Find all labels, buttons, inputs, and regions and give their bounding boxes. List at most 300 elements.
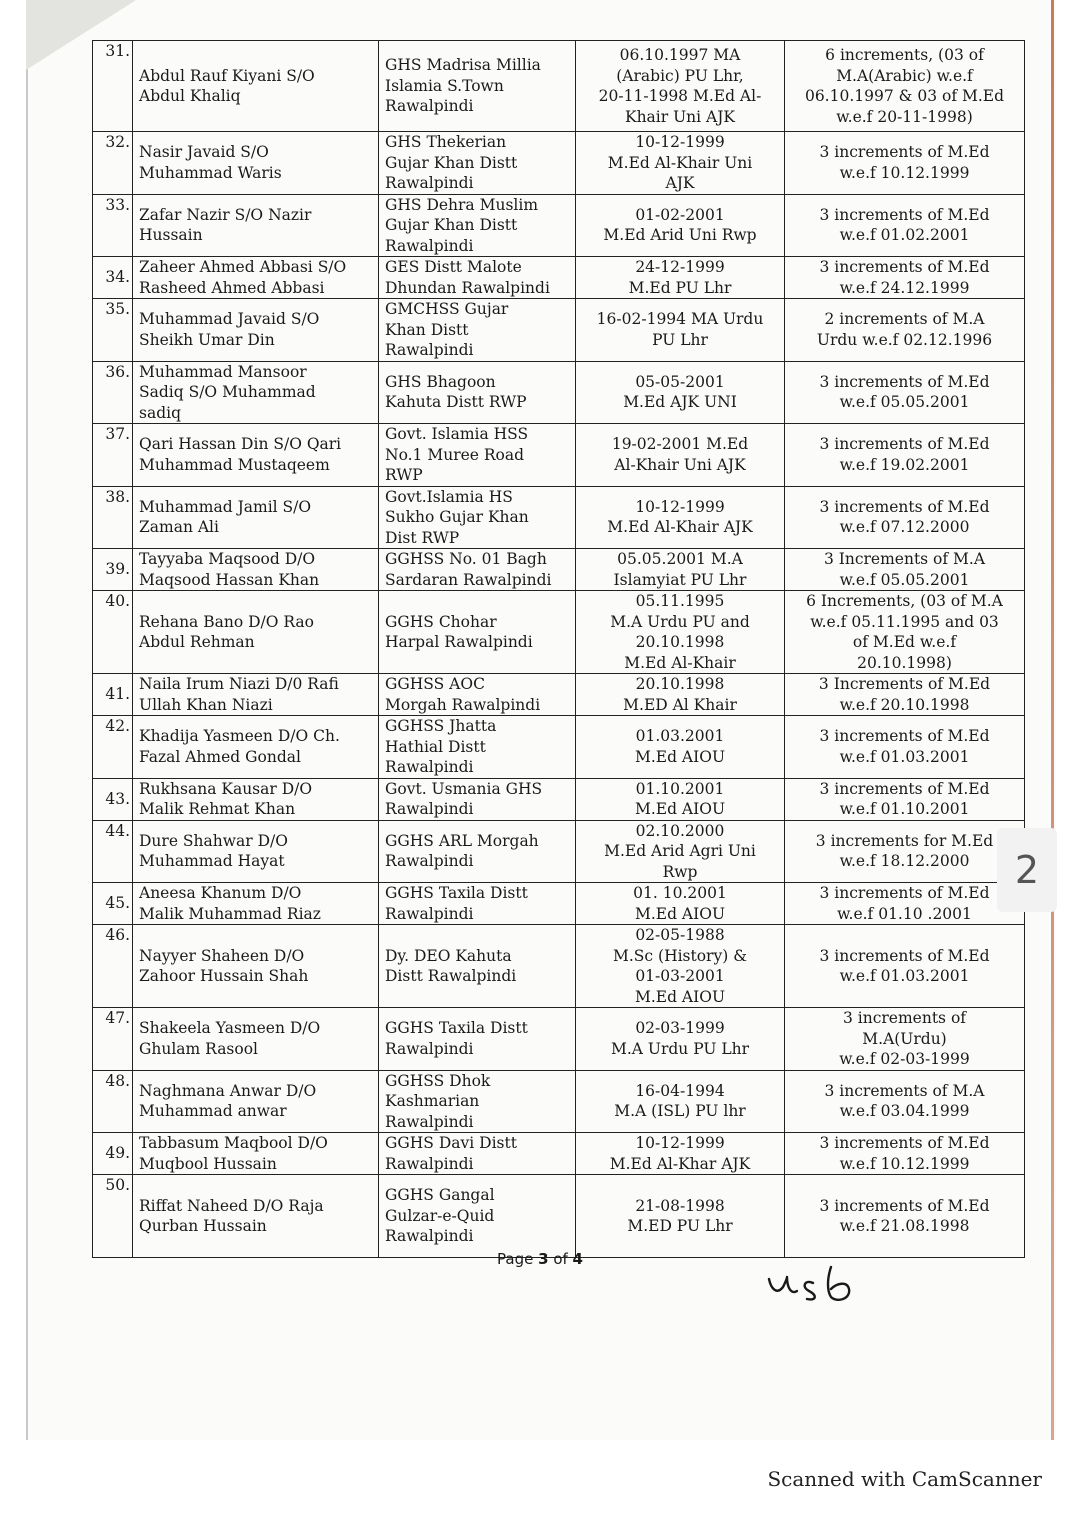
page-current: 3 [538, 1250, 549, 1268]
name-line: Muhammad Hayat [139, 852, 285, 871]
increments-line: 2 increments of M.A [824, 310, 985, 329]
serial-number-cell: 38. [93, 486, 133, 549]
page-mid: of [548, 1250, 573, 1268]
qualification-line: 16-04-1994 [635, 1081, 725, 1100]
name-line: Malik Rehmat Khan [139, 800, 296, 818]
serial-number-cell: 37. [93, 424, 133, 487]
institution-line: Morgah Rawalpindi [385, 695, 541, 714]
qualification-cell [576, 1133, 785, 1175]
name-cell [133, 257, 379, 299]
qualification-line: PU Lhr [652, 330, 708, 349]
name-line: Tayyaba Maqsood D/O [139, 550, 316, 568]
name-cell [133, 1008, 379, 1071]
name-line: Muhammad Mansoor [139, 362, 307, 381]
qualification-line: 01.10.2001 [635, 779, 725, 798]
increments-cell [785, 1175, 1025, 1258]
increments-line: 3 increments of M.Ed [819, 1134, 990, 1152]
serial-number-cell: 34. [93, 257, 133, 299]
name-line: Muhammad Jamil S/O [139, 497, 312, 516]
table-row [93, 1070, 1025, 1133]
increments-cell [785, 299, 1025, 362]
institution-line: Rawalpindi [385, 1227, 474, 1246]
table-row [93, 257, 1025, 299]
name-line: Qari Hassan Din S/O Qari [139, 435, 342, 454]
institution-cell [379, 361, 576, 424]
serial-number-cell: 41. [93, 674, 133, 716]
institution-cell [379, 1175, 576, 1258]
serial-number-cell: 31. [93, 41, 133, 132]
institution-line: Rawalpindi [385, 236, 474, 255]
serial-number-cell: 43. [93, 778, 133, 820]
table-row [93, 925, 1025, 1008]
institution-cell [379, 716, 576, 779]
qualification-line: 19-02-2001 M.Ed [611, 435, 749, 454]
table-row [93, 132, 1025, 195]
institution-cell [379, 549, 576, 591]
name-cell [133, 883, 379, 925]
institution-line: Islamia S.Town [385, 76, 504, 95]
increments-line: w.e.f 24.12.1999 [839, 278, 970, 297]
increments-cell [785, 194, 1025, 257]
qualification-line: 05-05-2001 [635, 372, 725, 391]
institution-line: Dy. DEO Kahuta [385, 946, 512, 965]
institution-cell [379, 778, 576, 820]
qualification-line: M.Ed Arid Agri Uni [604, 842, 756, 860]
institution-line: GGHSS AOC [385, 675, 485, 693]
name-line: Zaman Ali [139, 518, 219, 537]
qualification-line: 01-03-2001 [635, 967, 725, 985]
increments-line: 3 increments of M.Ed [819, 258, 990, 276]
qualification-line: 02.10.2000 [635, 821, 725, 840]
qualification-cell [576, 1070, 785, 1133]
institution-cell [379, 1008, 576, 1071]
name-line: Zaheer Ahmed Abbasi S/O [139, 258, 347, 276]
serial-number-cell: 32. [93, 132, 133, 195]
qualification-line: M.Ed AIOU [634, 987, 726, 1006]
institution-line: Dhundan Rawalpindi [385, 278, 550, 297]
institution-line: Hathial Distt [385, 737, 486, 756]
qualification-cell [576, 132, 785, 195]
qualification-cell [576, 591, 785, 674]
qualification-line: 01. 10.2001 [633, 884, 727, 902]
increments-cell [785, 361, 1025, 424]
increments-cell [785, 41, 1025, 132]
qualification-line: 10-12-1999 [635, 1134, 725, 1152]
increments-line: w.e.f 01.03.2001 [839, 967, 970, 985]
institution-line: Dist RWP [385, 528, 460, 547]
institution-line: Rawalpindi [385, 174, 474, 192]
increments-cell [785, 820, 1025, 883]
qualification-line: M.Ed AIOU [634, 904, 726, 923]
institution-cell [379, 925, 576, 1008]
qualification-line: M.A (ISL) PU lhr [614, 1102, 746, 1121]
increments-line: w.e.f 20-11-1998) [836, 107, 973, 126]
name-line: Ghulam Rasool [139, 1039, 259, 1058]
increments-line: w.e.f 01.02.2001 [839, 226, 970, 245]
name-cell [133, 820, 379, 883]
institution-line: Rawalpindi [385, 341, 474, 359]
qualification-cell [576, 549, 785, 591]
institution-line: GHS Bhagoon [385, 372, 496, 391]
institution-cell [379, 1133, 576, 1175]
increments-cell [785, 132, 1025, 195]
name-line: Naila Irum Niazi D/0 Rafi [139, 675, 339, 693]
institution-cell [379, 257, 576, 299]
institution-line: GGHSS Jhatta [385, 717, 497, 735]
increments-cell [785, 257, 1025, 299]
increments-line: w.e.f 10.12.1999 [839, 163, 970, 182]
qualification-line: M.Ed Al-Khar AJK [609, 1154, 751, 1173]
name-cell [133, 424, 379, 487]
name-cell [133, 674, 379, 716]
institution-line: Rawalpindi [385, 852, 474, 871]
increments-line: w.e.f 07.12.2000 [839, 518, 970, 537]
institution-cell [379, 486, 576, 549]
name-line: Zahoor Hussain Shah [139, 967, 309, 985]
increments-line: 6 increments, (03 of [825, 46, 984, 64]
increments-line: 3 increments of M.Ed [819, 779, 990, 798]
qualification-line: 20.10.1998 [635, 675, 725, 693]
qualification-line: 16-02-1994 MA Urdu [596, 310, 764, 329]
serial-number-cell: 45. [93, 883, 133, 925]
institution-cell [379, 883, 576, 925]
serial-number-cell: 47. [93, 1008, 133, 1071]
increments-line: 3 Increments of M.Ed [818, 675, 991, 693]
name-cell [133, 361, 379, 424]
qualification-line: 02-05-1988 [635, 926, 725, 944]
table-row [93, 1175, 1025, 1258]
name-line: Rehana Bano D/O Rao [139, 612, 314, 631]
increments-cell [785, 1133, 1025, 1175]
name-line: Muqbool Hussain [139, 1154, 277, 1173]
increments-line: 3 increments of M.Ed [819, 727, 990, 746]
qualification-cell [576, 299, 785, 362]
name-cell [133, 1175, 379, 1258]
institution-line: Govt.Islamia HS [385, 487, 513, 506]
qualification-line: 10-12-1999 [635, 133, 725, 151]
qualification-line: M.Ed PU Lhr [628, 278, 732, 297]
qualification-line: M.A Urdu PU and [610, 612, 750, 631]
institution-cell [379, 591, 576, 674]
increments-line: M.A(Urdu) [862, 1029, 947, 1048]
qualification-cell [576, 41, 785, 132]
name-cell [133, 925, 379, 1008]
name-line: Nasir Javaid S/O [139, 143, 269, 162]
name-line: Zafar Nazir S/O Nazir [139, 205, 312, 224]
name-line: Dure Shahwar D/O [139, 831, 288, 850]
increments-line: w.e.f 01.10.2001 [839, 800, 970, 818]
table-row [93, 486, 1025, 549]
institution-cell [379, 1070, 576, 1133]
institution-line: GGHS Gangal [385, 1186, 495, 1205]
serial-number-cell: 39. [93, 549, 133, 591]
institution-cell [379, 194, 576, 257]
name-line: Hussain [139, 226, 203, 245]
name-cell [133, 1133, 379, 1175]
qualification-cell [576, 674, 785, 716]
institution-line: Rawalpindi [385, 97, 474, 116]
qualification-line: 21-08-1998 [635, 1196, 725, 1215]
institution-cell [379, 299, 576, 362]
page-prefix: Page [497, 1250, 539, 1268]
qualification-cell [576, 778, 785, 820]
institution-cell [379, 820, 576, 883]
qualification-line: 01.03.2001 [635, 727, 725, 746]
qualification-line: 06.10.1997 MA [619, 46, 741, 64]
increments-line: w.e.f 02-03-1999 [839, 1050, 970, 1068]
institution-line: Rawalpindi [385, 904, 474, 923]
qualification-line: 05.05.2001 M.A [617, 550, 743, 568]
name-cell [133, 41, 379, 132]
name-line: Aneesa Khanum D/O [139, 884, 302, 902]
page-badge: 2 [997, 828, 1057, 912]
serial-number-cell: 42. [93, 716, 133, 779]
increments-line: M.A(Arabic) w.e.f [836, 66, 973, 85]
signature-drawing [765, 1265, 885, 1305]
qualification-cell [576, 883, 785, 925]
qualification-cell [576, 361, 785, 424]
increments-line: w.e.f 20.10.1998 [839, 695, 970, 714]
page-number [0, 1250, 1080, 1268]
name-line: Fazal Ahmed Gondal [139, 747, 301, 766]
institution-line: Rawalpindi [385, 758, 474, 776]
name-cell [133, 486, 379, 549]
qualification-line: Rwp [662, 862, 698, 881]
scanner-watermark: Scanned with CamScanner [767, 1467, 1042, 1491]
increments-line: w.e.f 01.10 .2001 [837, 904, 972, 923]
institution-line: GHS Thekerian [385, 133, 507, 151]
institution-line: GGHSS No. 01 Bagh [385, 550, 547, 568]
name-line: Rukhsana Kausar D/O [139, 779, 313, 798]
institution-line: GMCHSS Gujar [385, 300, 509, 318]
increments-line: 3 increments of M.Ed [819, 205, 990, 224]
qualification-line: 10-12-1999 [635, 497, 725, 516]
table-row [93, 716, 1025, 779]
increments-cell [785, 1008, 1025, 1071]
increments-line: 3 increments of M.Ed [819, 497, 990, 516]
increments-cell [785, 778, 1025, 820]
qualification-cell [576, 257, 785, 299]
qualification-line: M.ED PU Lhr [627, 1217, 733, 1235]
qualification-line: M.Ed Al-Khair Uni [607, 153, 753, 172]
name-line: Muhammad Javaid S/O [139, 310, 320, 329]
name-line: Sheikh Umar Din [139, 330, 275, 349]
institution-line: Sukho Gujar Khan [385, 508, 529, 526]
qualification-cell [576, 1008, 785, 1071]
increments-table [92, 40, 1025, 1258]
serial-number-cell: 46. [93, 925, 133, 1008]
increments-line: w.e.f 03.04.1999 [839, 1102, 970, 1121]
increments-line: 3 Increments of M.A [823, 550, 986, 568]
qualification-cell [576, 925, 785, 1008]
name-line: Riffat Naheed D/O Raja [139, 1196, 324, 1215]
name-cell [133, 591, 379, 674]
qualification-line: AJK [665, 174, 695, 192]
institution-line: Govt. Usmania GHS [385, 779, 543, 798]
increments-line: 3 increments for M.Ed [815, 831, 994, 850]
increments-line: w.e.f 19.02.2001 [839, 455, 970, 474]
institution-line: Gujar Khan Distt [385, 153, 518, 172]
qualification-line: 20-11-1998 M.Ed Al- [598, 87, 762, 105]
name-line: Tabbasum Maqbool D/O [139, 1134, 328, 1152]
institution-line: Rawalpindi [385, 800, 474, 818]
table-row [93, 883, 1025, 925]
increments-line: 3 increments of M.Ed [819, 946, 990, 965]
name-cell [133, 1070, 379, 1133]
page-edge-stripe [1051, 0, 1054, 1440]
institution-line: Rawalpindi [385, 1039, 474, 1058]
page-total: 4 [572, 1250, 583, 1268]
table-row [93, 549, 1025, 591]
institution-line: Rawalpindi [385, 1112, 474, 1131]
increments-cell [785, 925, 1025, 1008]
increments-line: w.e.f 05.05.2001 [839, 393, 970, 412]
institution-line: Gujar Khan Distt [385, 216, 518, 234]
serial-number-cell: 35. [93, 299, 133, 362]
name-cell [133, 299, 379, 362]
qualification-line: Khair Uni AJK [624, 107, 735, 126]
name-line: Qurban Hussain [139, 1217, 267, 1235]
increments-line: w.e.f 05.05.2001 [839, 570, 970, 589]
institution-cell [379, 674, 576, 716]
qualification-line: M.Ed AJK UNI [623, 393, 737, 412]
serial-number-cell: 33. [93, 194, 133, 257]
increments-cell [785, 591, 1025, 674]
institution-line: GGHS Taxila Distt [385, 884, 528, 902]
institution-line: Gulzar-e-Quid [385, 1206, 495, 1225]
institution-line: Kashmarian [385, 1092, 480, 1110]
increments-cell [785, 674, 1025, 716]
increments-line: w.e.f 21.08.1998 [839, 1217, 970, 1235]
institution-cell [379, 132, 576, 195]
institution-line: Sardaran Rawalpindi [385, 570, 552, 589]
qualification-line: 05.11.1995 [635, 592, 725, 610]
increments-cell [785, 549, 1025, 591]
name-line: Maqsood Hassan Khan [139, 570, 320, 589]
name-line: Shakeela Yasmeen D/O [139, 1019, 321, 1038]
qualification-cell [576, 1175, 785, 1258]
qualification-line: M.Ed AIOU [634, 747, 726, 766]
qualification-line: M.ED Al Khair [623, 695, 737, 714]
name-line: Nayyer Shaheen D/O [139, 946, 305, 965]
table-body [93, 41, 1025, 1258]
increments-cell [785, 883, 1025, 925]
institution-line: Kahuta Distt RWP [385, 393, 527, 412]
qualification-line: 01-02-2001 [635, 205, 725, 224]
institution-cell [379, 41, 576, 132]
institution-line: Harpal Rawalpindi [385, 633, 533, 651]
increments-line: w.e.f 01.03.2001 [839, 747, 970, 766]
institution-line: Rawalpindi [385, 1154, 474, 1173]
institution-line: GGHS Taxila Distt [385, 1019, 528, 1038]
increments-line: 3 increments of [842, 1009, 967, 1027]
name-line: Naghmana Anwar D/O [139, 1081, 317, 1100]
name-cell [133, 716, 379, 779]
name-line: Abdul Rehman [139, 633, 255, 651]
name-cell [133, 549, 379, 591]
serial-number-cell: 48. [93, 1070, 133, 1133]
name-line: Sadiq S/O Muhammad [139, 383, 316, 401]
qualification-cell [576, 486, 785, 549]
table-row [93, 361, 1025, 424]
increments-line: 3 increments of M.Ed [819, 1196, 990, 1215]
institution-cell [379, 424, 576, 487]
institution-line: GHS Dehra Muslim [385, 195, 539, 214]
increments-line: w.e.f 10.12.1999 [839, 1154, 970, 1173]
qualification-line: Islamyiat PU Lhr [613, 570, 747, 589]
qualification-line: M.Sc (History) & [613, 946, 747, 965]
serial-number-cell: 50. [93, 1175, 133, 1258]
qualification-line: M.Ed AIOU [634, 800, 726, 818]
name-line: Rasheed Ahmed Abbasi [139, 278, 325, 297]
increments-line: of M.Ed w.e.f [852, 633, 957, 651]
increments-line: 3 increments of M.Ed [819, 435, 990, 454]
name-line: Malik Muhammad Riaz [139, 904, 321, 923]
increments-line: 3 increments of M.Ed [819, 884, 990, 902]
institution-line: No.1 Muree Road [385, 445, 525, 464]
name-line: Khadija Yasmeen D/O Ch. [139, 727, 340, 746]
qualification-cell [576, 424, 785, 487]
table-row [93, 778, 1025, 820]
serial-number-cell: 44. [93, 820, 133, 883]
name-cell [133, 778, 379, 820]
increments-line: 06.10.1997 & 03 of M.Ed [804, 87, 1005, 105]
table-row [93, 194, 1025, 257]
institution-line: GGHSS Dhok [385, 1071, 491, 1090]
institution-line: Govt. Islamia HSS [385, 425, 529, 443]
table-row [93, 1133, 1025, 1175]
qualification-cell [576, 820, 785, 883]
serial-number-cell: 40. [93, 591, 133, 674]
qualification-cell [576, 716, 785, 779]
increments-line: w.e.f 05.11.1995 and 03 [810, 612, 999, 631]
institution-line: GGHS Davi Distt [385, 1134, 517, 1152]
institution-line: RWP [385, 466, 423, 484]
name-line: Muhammad Mustaqeem [139, 455, 330, 474]
qualification-line: 20.10.1998 [635, 633, 725, 651]
name-line: sadiq [139, 403, 181, 422]
institution-line: Distt Rawalpindi [385, 967, 517, 985]
increments-line: 3 increments of M.Ed [819, 372, 990, 391]
qualification-line: M.Ed Al-Khair [624, 653, 736, 672]
table-row [93, 424, 1025, 487]
qualification-cell [576, 194, 785, 257]
name-line: Abdul Khaliq [139, 87, 241, 105]
table-row [93, 41, 1025, 132]
increments-cell [785, 486, 1025, 549]
handwritten-signature [765, 1265, 885, 1309]
increments-line: 6 Increments, (03 of M.A [806, 592, 1003, 610]
table-row [93, 820, 1025, 883]
institution-line: GHS Madrisa Millia [385, 56, 541, 75]
increments-line: w.e.f 18.12.2000 [839, 852, 970, 871]
qualification-line: (Arabic) PU Lhr, [616, 66, 744, 85]
name-cell [133, 132, 379, 195]
table-row [93, 1008, 1025, 1071]
name-cell [133, 194, 379, 257]
qualification-line: 02-03-1999 [635, 1019, 725, 1038]
table-row [93, 591, 1025, 674]
qualification-line: 24-12-1999 [635, 258, 725, 276]
increments-cell [785, 424, 1025, 487]
increments-line: 3 increments of M.Ed [819, 143, 990, 162]
name-line: Ullah Khan Niazi [139, 695, 273, 714]
institution-line: GGHS Chohar [385, 612, 497, 631]
increments-line: 20.10.1998) [857, 653, 952, 672]
qualification-line: M.A Urdu PU Lhr [610, 1039, 750, 1058]
increments-line: Urdu w.e.f 02.12.1996 [816, 330, 993, 349]
name-line: Muhammad Waris [139, 163, 282, 182]
